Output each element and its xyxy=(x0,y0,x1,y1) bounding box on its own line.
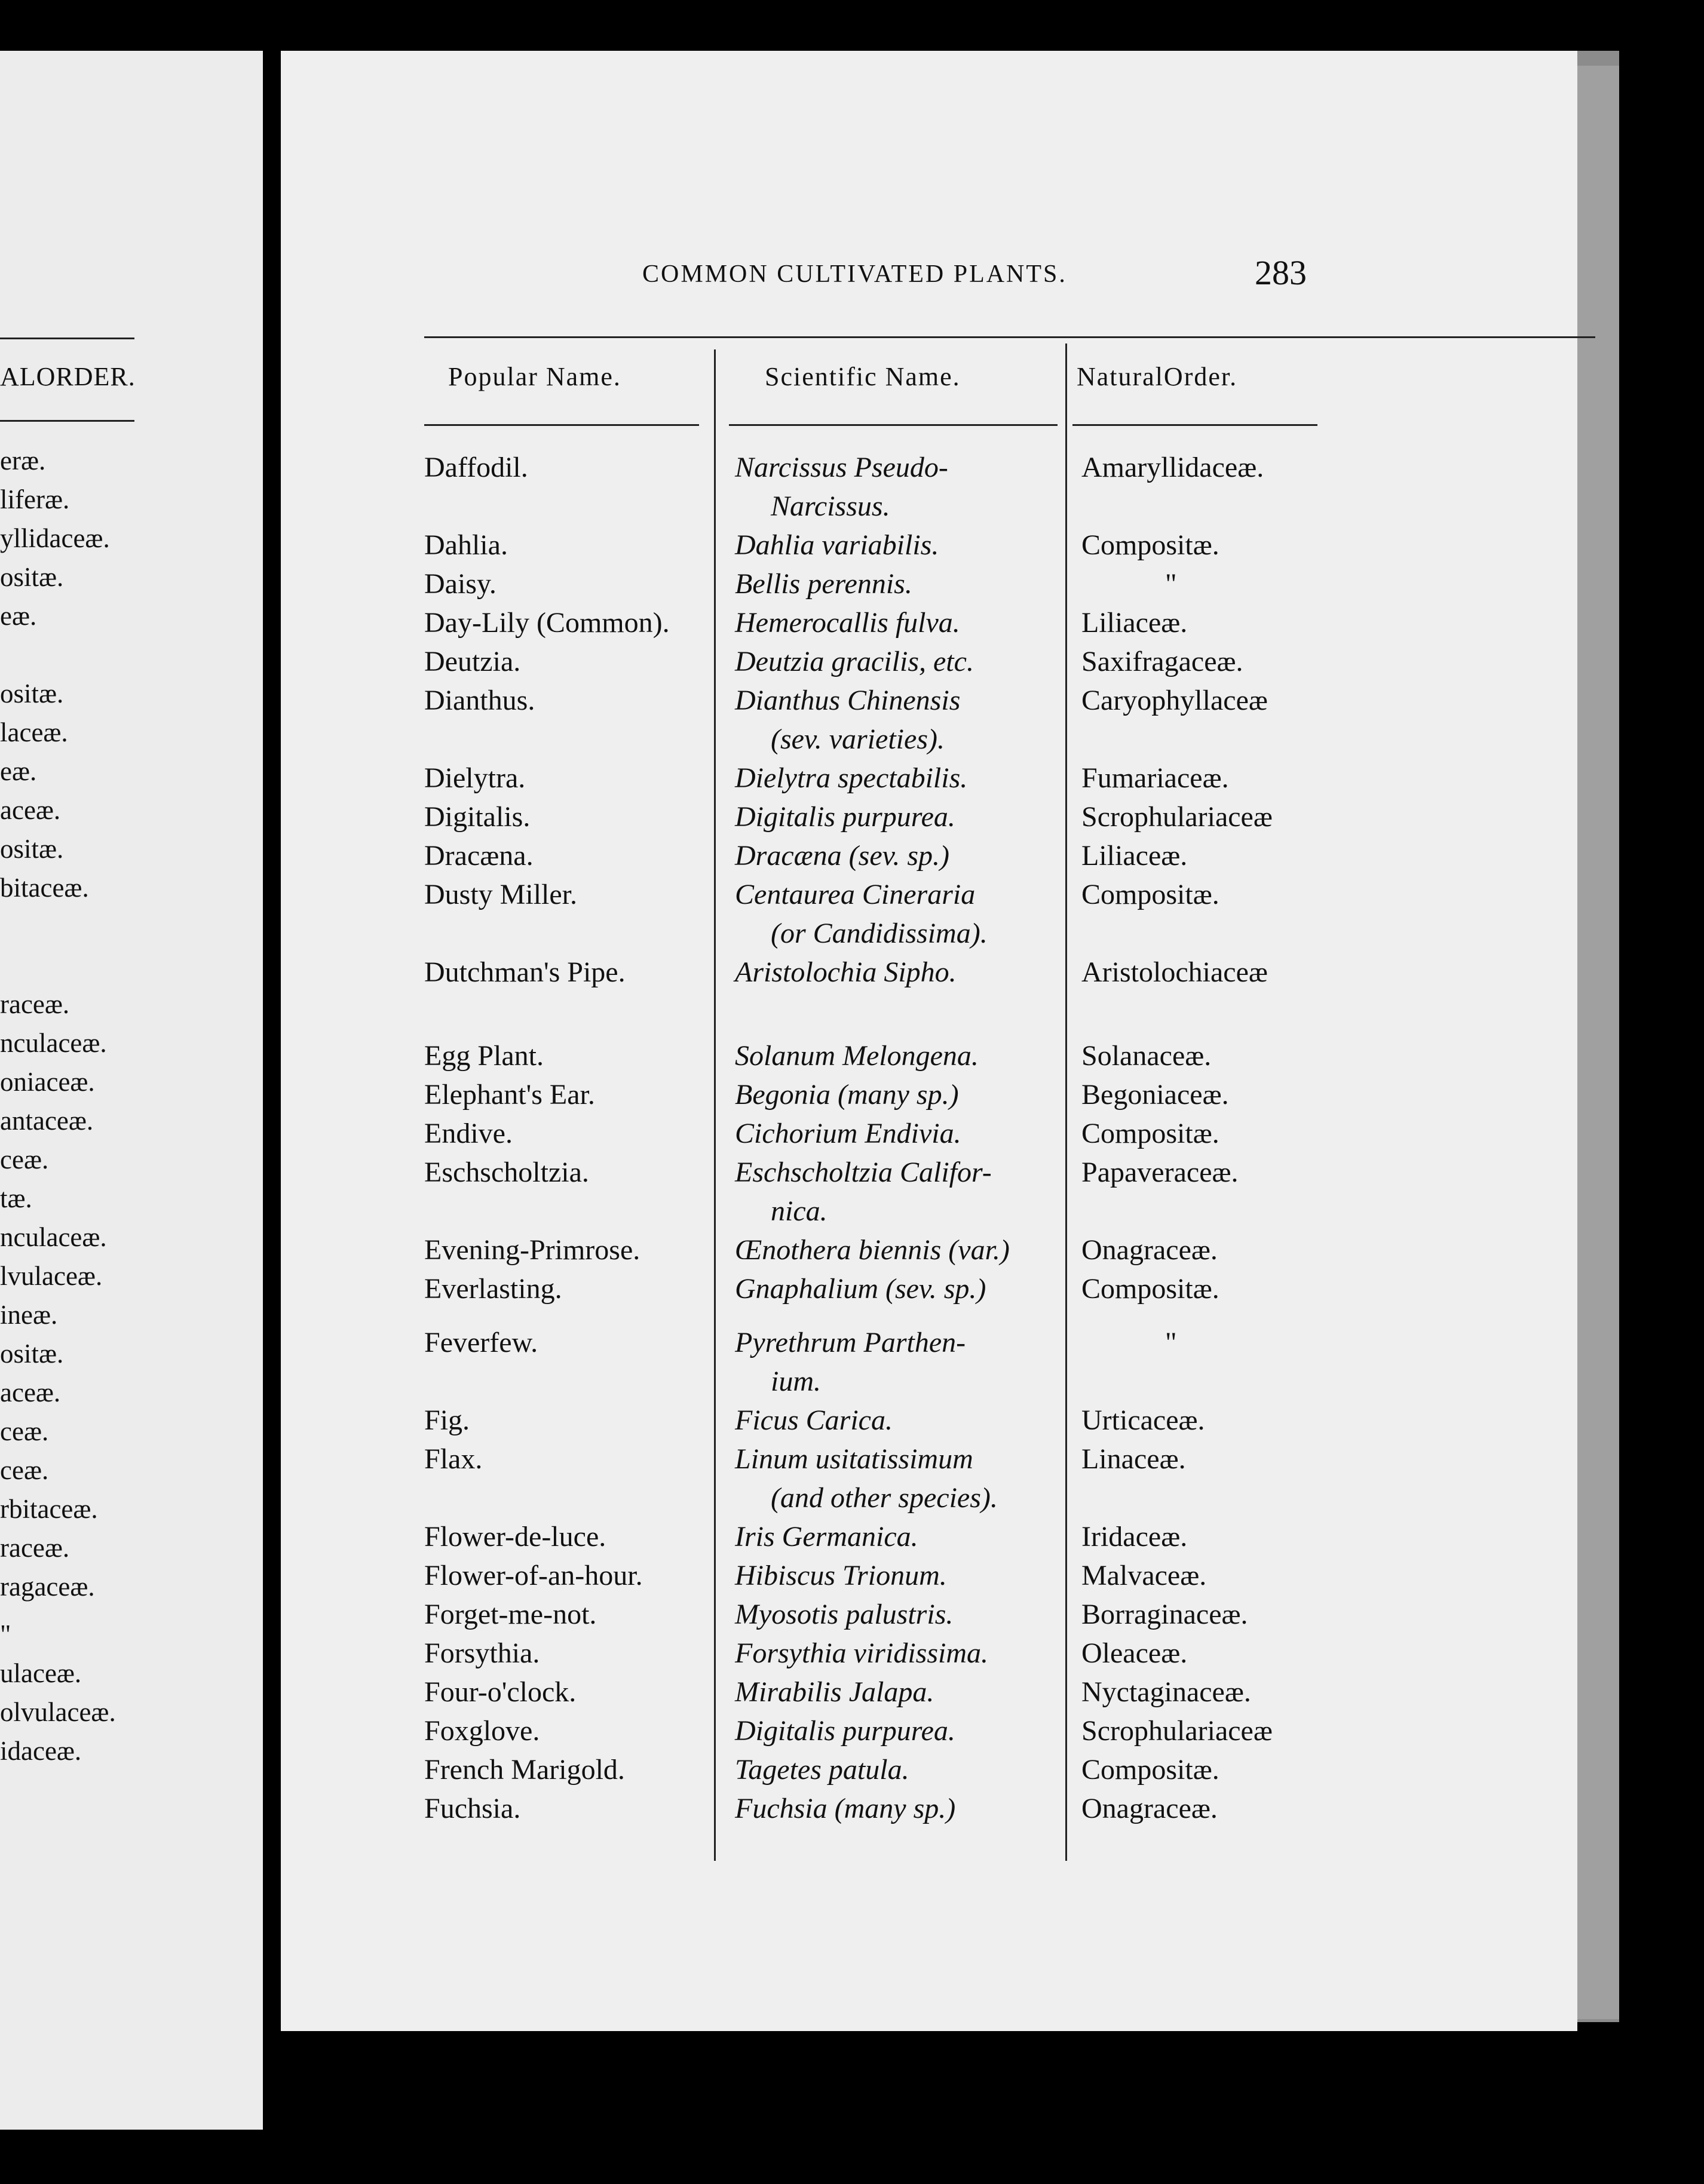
scientific-name-cell: Forsythia viridissima. xyxy=(735,1637,989,1669)
prev-page-line: idaceæ. xyxy=(0,1736,82,1766)
scientific-name-cell: Dianthus Chinensis xyxy=(735,685,961,716)
scientific-name-cell: (and other species). xyxy=(771,1482,998,1514)
popular-name-cell: Flower-of-an-hour. xyxy=(424,1560,643,1591)
scientific-name-cell: Digitalis purpurea. xyxy=(735,1715,955,1747)
natural-order-cell: Iridaceæ. xyxy=(1081,1521,1188,1553)
popular-name-cell: Dielytra. xyxy=(424,762,526,794)
prev-column-header: ALORDER. xyxy=(0,362,136,391)
scientific-name-cell: Dahlia variabilis. xyxy=(735,529,939,561)
natural-order-cell: Malvaceæ. xyxy=(1081,1560,1207,1591)
natural-order-cell: Solanaceæ. xyxy=(1081,1040,1212,1072)
prev-page-line: liferæ. xyxy=(0,484,70,514)
natural-order-cell: Onagraceæ. xyxy=(1081,1793,1218,1824)
running-title: COMMON CULTIVATED PLANTS. xyxy=(642,260,1067,288)
popular-name-cell: Forsythia. xyxy=(424,1637,540,1669)
prev-page-line: lvulaceæ. xyxy=(0,1261,103,1291)
scientific-name-cell: Hemerocallis fulva. xyxy=(735,607,960,639)
scientific-name-cell: (sev. varieties). xyxy=(771,723,945,755)
scientific-name-cell: Narcissus. xyxy=(771,490,890,522)
prev-page-line: oniaceæ. xyxy=(0,1067,95,1097)
popular-name-cell: Day-Lily (Common). xyxy=(424,607,670,639)
prev-page-line: olvulaceæ. xyxy=(0,1697,116,1727)
scientific-name-cell: Bellis perennis. xyxy=(735,568,912,600)
prev-page-line: ineæ. xyxy=(0,1300,58,1330)
natural-order-cell: Compositæ. xyxy=(1081,1118,1219,1149)
scientific-name-cell: ium. xyxy=(771,1366,821,1397)
prev-page-line: " xyxy=(0,1619,11,1649)
scientific-name-cell: Dracæna (sev. sp.) xyxy=(735,840,950,872)
prev-page-line: ositæ. xyxy=(0,834,64,864)
natural-order-cell: Caryophyllaceæ xyxy=(1081,685,1268,716)
natural-order-cell: Scrophulariaceæ xyxy=(1081,1715,1273,1747)
prev-page-line: eræ. xyxy=(0,446,46,476)
prev-page-line: nculaceæ. xyxy=(0,1028,107,1058)
popular-name-cell: Flower-de-luce. xyxy=(424,1521,606,1553)
natural-order-cell: Amaryllidaceæ. xyxy=(1081,452,1264,483)
prev-page-line: bitaceæ. xyxy=(0,873,89,903)
prev-page-line: nculaceæ. xyxy=(0,1222,107,1252)
prev-page-line: antaceæ. xyxy=(0,1106,94,1136)
header-rule-col2 xyxy=(729,424,1058,426)
table-top-rule xyxy=(424,336,1595,338)
scientific-name-cell: Narcissus Pseudo- xyxy=(735,452,948,483)
popular-name-cell: Dahlia. xyxy=(424,529,508,561)
scientific-name-cell: nica. xyxy=(771,1195,828,1227)
popular-name-cell: Elephant's Ear. xyxy=(424,1079,595,1111)
popular-name-cell: Evening-Primrose. xyxy=(424,1234,640,1266)
natural-order-cell: " xyxy=(1165,568,1177,600)
prev-page-line: raceæ. xyxy=(0,1533,70,1563)
header-scientific-name: Scientific Name. xyxy=(765,362,961,391)
scientific-name-cell: Iris Germanica. xyxy=(735,1521,918,1553)
prev-page-line: raceæ. xyxy=(0,989,70,1019)
header-natural-order: NaturalOrder. xyxy=(1077,362,1238,391)
natural-order-cell: " xyxy=(1165,1327,1177,1358)
prev-page-line: aceæ. xyxy=(0,795,61,825)
prev-page-line: ragaceæ. xyxy=(0,1572,95,1602)
popular-name-cell: Deutzia. xyxy=(424,646,521,677)
popular-name-cell: Egg Plant. xyxy=(424,1040,544,1072)
natural-order-cell: Fumariaceæ. xyxy=(1081,762,1229,794)
natural-order-cell: Compositæ. xyxy=(1081,879,1219,910)
natural-order-cell: Aristolochiaceæ xyxy=(1081,956,1268,988)
prev-page-line: rbitaceæ. xyxy=(0,1494,98,1524)
popular-name-cell: Feverfew. xyxy=(424,1327,538,1358)
page-number: 283 xyxy=(1255,253,1307,292)
prev-page-line: ceæ. xyxy=(0,1416,49,1446)
scientific-name-cell: Gnaphalium (sev. sp.) xyxy=(735,1273,986,1305)
prev-page-line: ceæ. xyxy=(0,1455,49,1485)
scientific-name-cell: Tagetes patula. xyxy=(735,1754,909,1786)
popular-name-cell: Fig. xyxy=(424,1404,470,1436)
scientific-name-cell: Aristolochia Sipho. xyxy=(735,956,957,988)
scientific-name-cell: Œnothera biennis (var.) xyxy=(735,1234,1010,1266)
prev-page-line: tæ. xyxy=(0,1183,32,1213)
natural-order-cell: Scrophulariaceæ xyxy=(1081,801,1273,833)
popular-name-cell: Dutchman's Pipe. xyxy=(424,956,626,988)
page-edge-stack-inner xyxy=(1577,66,1619,2019)
prev-page-line: ositæ. xyxy=(0,1339,64,1369)
prev-page-line: ceæ. xyxy=(0,1145,49,1174)
natural-order-cell: Oleaceæ. xyxy=(1081,1637,1188,1669)
scientific-name-cell: Begonia (many sp.) xyxy=(735,1079,959,1111)
prev-page-line: aceæ. xyxy=(0,1378,61,1407)
prev-page-line: eæ. xyxy=(0,601,37,631)
scientific-name-cell: Hibiscus Trionum. xyxy=(735,1560,947,1591)
natural-order-cell: Compositæ. xyxy=(1081,529,1219,561)
natural-order-cell: Liliaceæ. xyxy=(1081,840,1188,872)
prev-header-top-rule xyxy=(0,338,134,339)
header-rule-col1 xyxy=(424,424,699,426)
scientific-name-cell: Mirabilis Jalapa. xyxy=(735,1676,934,1708)
popular-name-cell: Four-o'clock. xyxy=(424,1676,577,1708)
natural-order-cell: Nyctaginaceæ. xyxy=(1081,1676,1251,1708)
prev-page-line: ositæ. xyxy=(0,562,64,592)
natural-order-cell: Compositæ. xyxy=(1081,1273,1219,1305)
popular-name-cell: Eschscholtzia. xyxy=(424,1157,589,1188)
prev-page-line: laceæ. xyxy=(0,717,68,747)
scientific-name-cell: Pyrethrum Parthen- xyxy=(735,1327,966,1358)
natural-order-cell: Compositæ. xyxy=(1081,1754,1219,1786)
book-page xyxy=(281,51,1577,2031)
natural-order-cell: Liliaceæ. xyxy=(1081,607,1188,639)
natural-order-cell: Borraginaceæ. xyxy=(1081,1599,1248,1630)
natural-order-cell: Linaceæ. xyxy=(1081,1443,1186,1475)
natural-order-cell: Onagraceæ. xyxy=(1081,1234,1218,1266)
prev-page-line: ulaceæ. xyxy=(0,1658,82,1688)
scientific-name-cell: Solanum Melongena. xyxy=(735,1040,979,1072)
scientific-name-cell: Centaurea Cineraria xyxy=(735,879,976,910)
prev-page-line: yllidaceæ. xyxy=(0,523,110,553)
scientific-name-cell: Digitalis purpurea. xyxy=(735,801,955,833)
scientific-name-cell: Deutzia gracilis, etc. xyxy=(735,646,974,677)
header-popular-name: Popular Name. xyxy=(448,362,621,391)
scientific-name-cell: Cichorium Endivia. xyxy=(735,1118,961,1149)
popular-name-cell: Fuchsia. xyxy=(424,1793,521,1824)
scientific-name-cell: Ficus Carica. xyxy=(735,1404,893,1436)
natural-order-cell: Saxifragaceæ. xyxy=(1081,646,1243,677)
natural-order-cell: Urticaceæ. xyxy=(1081,1404,1205,1436)
column-divider-1 xyxy=(714,349,716,1861)
popular-name-cell: Dusty Miller. xyxy=(424,879,578,910)
popular-name-cell: Daffodil. xyxy=(424,452,528,483)
prev-header-bottom-rule xyxy=(0,420,134,422)
popular-name-cell: Forget-me-not. xyxy=(424,1599,597,1630)
popular-name-cell: Dracæna. xyxy=(424,840,534,872)
prev-page-line: eæ. xyxy=(0,756,37,786)
popular-name-cell: Endive. xyxy=(424,1118,513,1149)
popular-name-cell: Everlasting. xyxy=(424,1273,562,1305)
header-rule-col3 xyxy=(1072,424,1317,426)
popular-name-cell: Dianthus. xyxy=(424,685,535,716)
popular-name-cell: French Marigold. xyxy=(424,1754,625,1786)
column-divider-2 xyxy=(1065,343,1067,1861)
scientific-name-cell: Linum usitatissimum xyxy=(735,1443,973,1475)
previous-page-fragment xyxy=(0,51,263,2130)
scientific-name-cell: Dielytra spectabilis. xyxy=(735,762,968,794)
popular-name-cell: Digitalis. xyxy=(424,801,531,833)
popular-name-cell: Flax. xyxy=(424,1443,483,1475)
natural-order-cell: Papaveraceæ. xyxy=(1081,1157,1239,1188)
scientific-name-cell: (or Candidissima). xyxy=(771,918,988,949)
prev-page-line: ositæ. xyxy=(0,679,64,708)
scientific-name-cell: Fuchsia (many sp.) xyxy=(735,1793,956,1824)
popular-name-cell: Daisy. xyxy=(424,568,497,600)
natural-order-cell: Begoniaceæ. xyxy=(1081,1079,1229,1111)
scientific-name-cell: Eschscholtzia Califor- xyxy=(735,1157,992,1188)
popular-name-cell: Foxglove. xyxy=(424,1715,540,1747)
scientific-name-cell: Myosotis palustris. xyxy=(735,1599,954,1630)
